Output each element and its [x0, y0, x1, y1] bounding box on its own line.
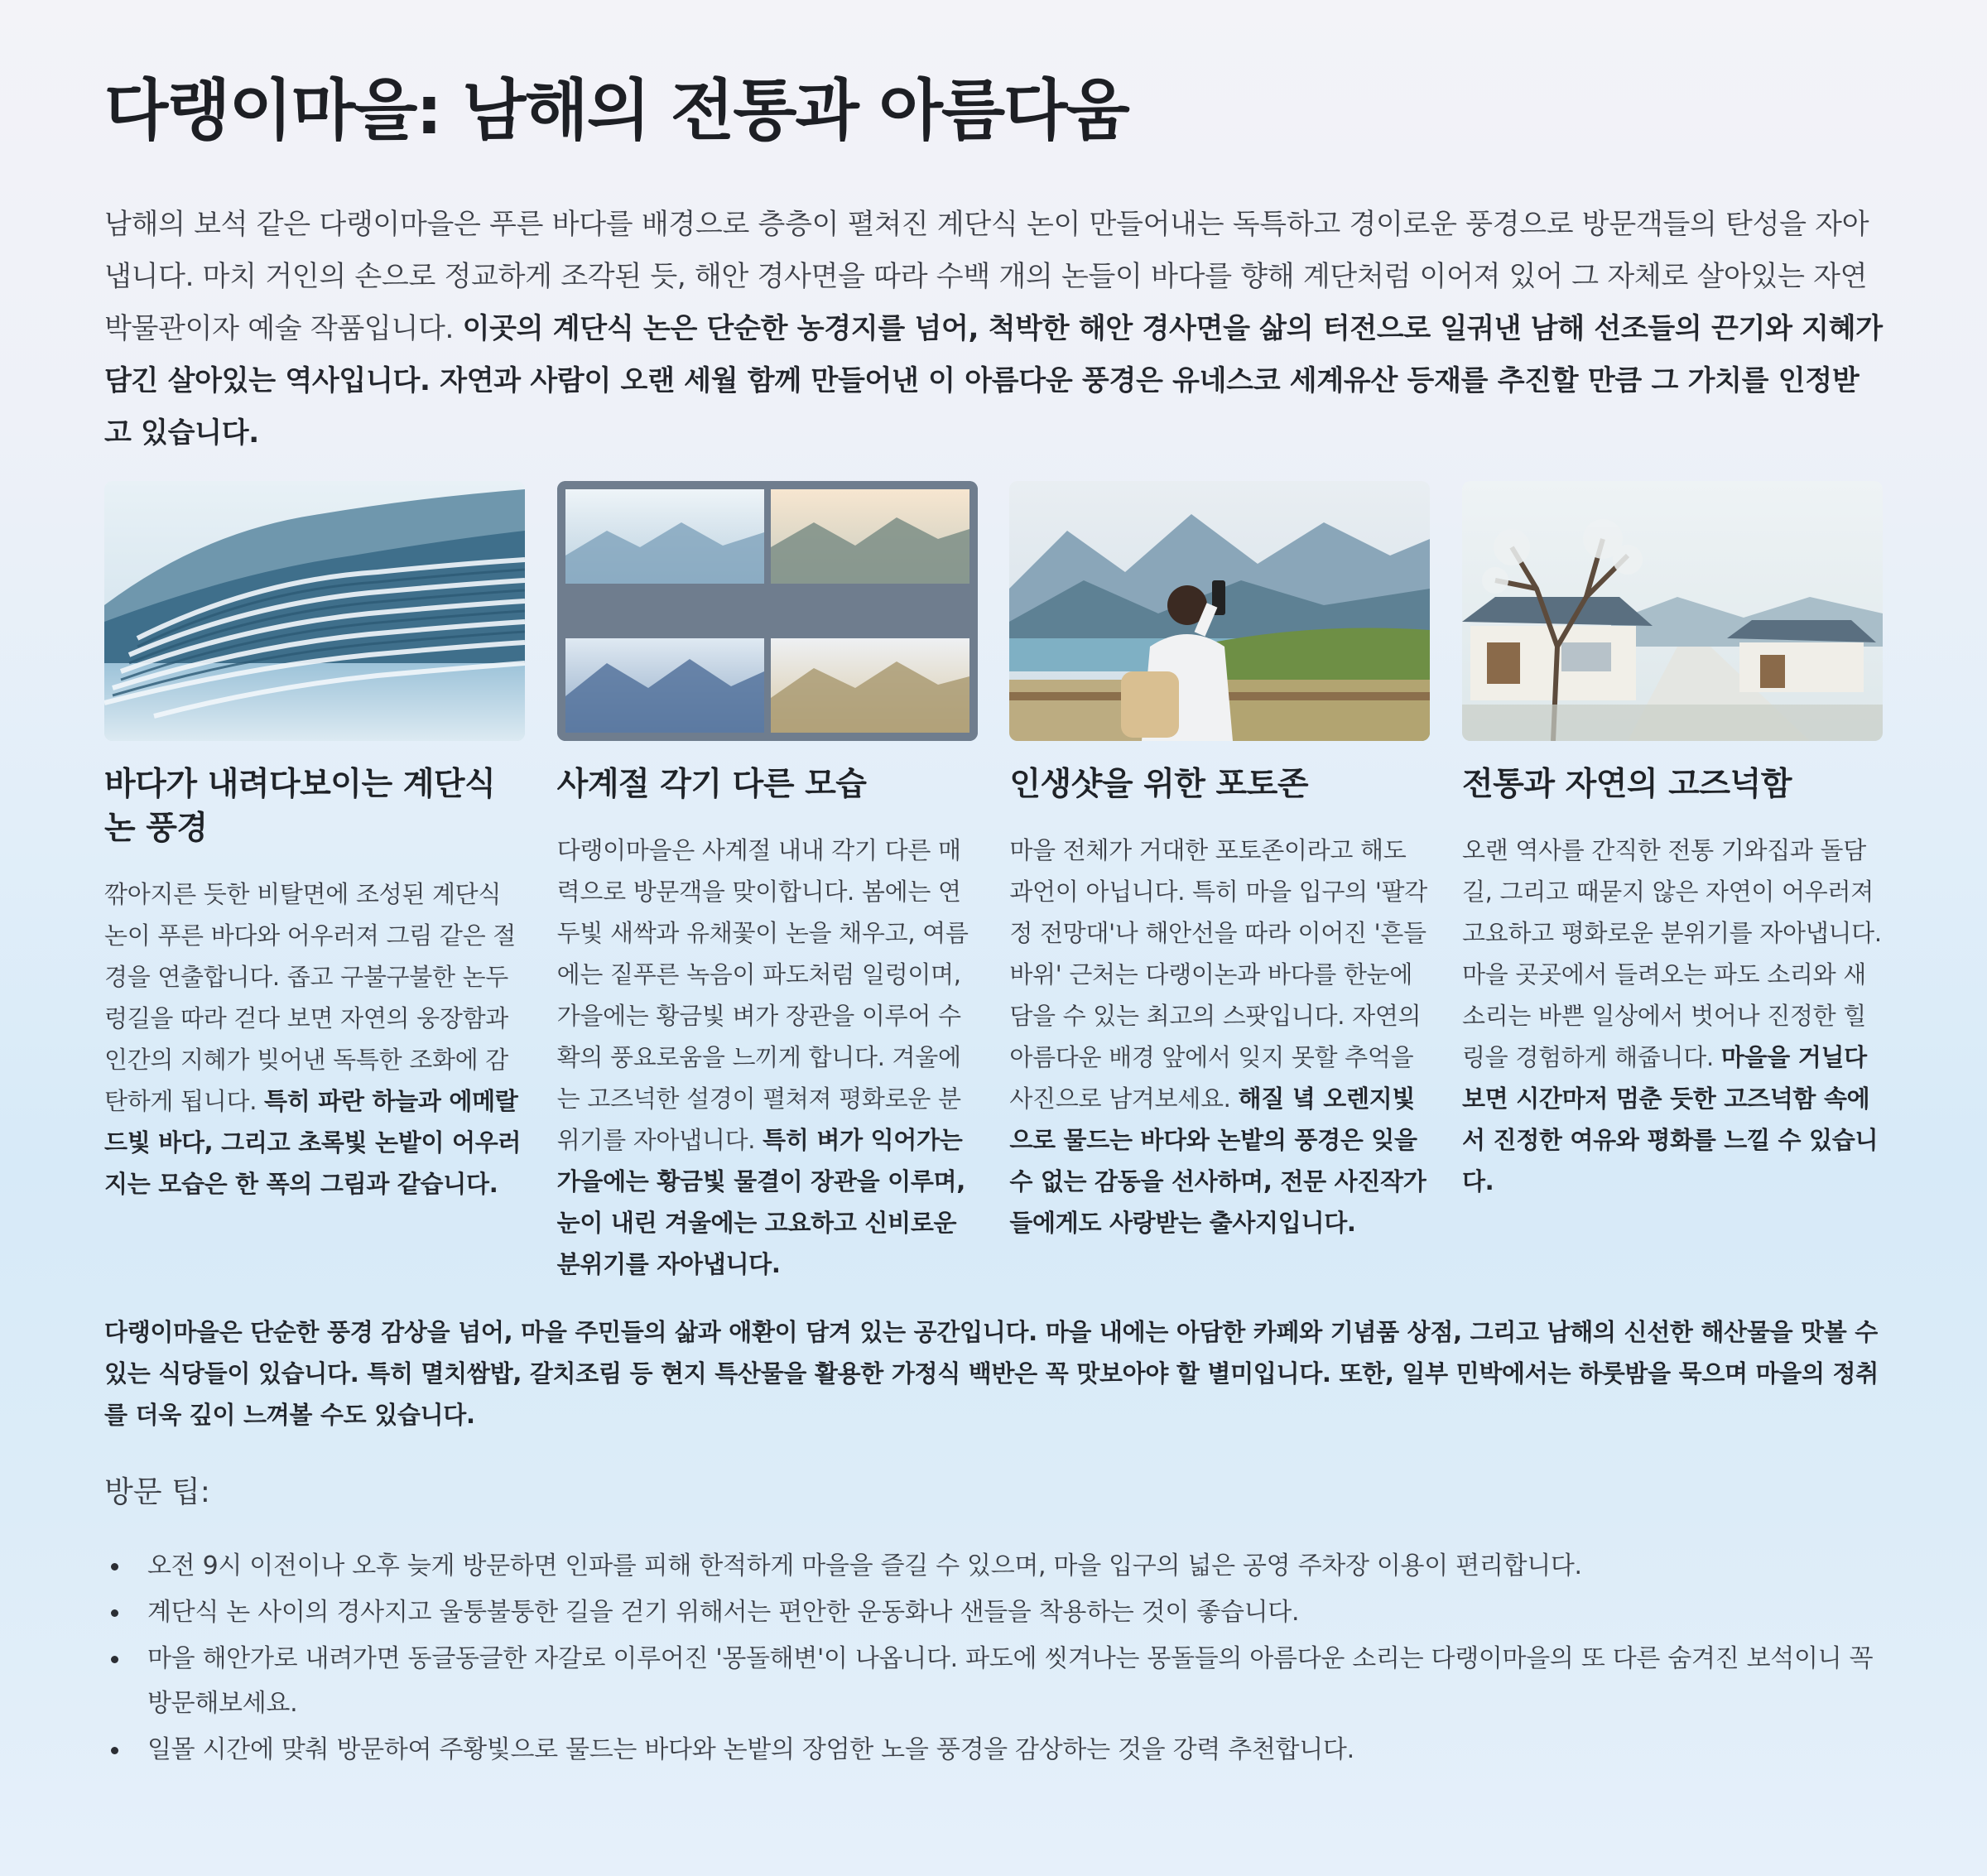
list-item: [104, 1728, 1883, 1773]
card-text: 오랜 역사를 간직한 전통 기와집과 돌담길, 그리고 때묻지 않은 자연이 어우러져 고요하고 평화로운 분위기를 자아냅니다. 마을 곳곳에서 들려오는 파도 소리와 새소리는 바쁜 일상에서 벗어나 진정한 힐링을 경험하게 해줍니다.: [1461, 836, 1882, 1071]
bullet-icon: [111, 1747, 118, 1754]
list-item: [104, 1544, 1883, 1589]
card-title: 바다가 내려다보이는 계단식 논 풍경: [104, 766, 496, 847]
card-emphasis: 마을을 거닐다 보면 시간마저 멈춘 듯한 고즈넉함 속에서 진정한 여유와 평화를 느낄 수 있습니다.: [1461, 1043, 1879, 1195]
card-text: 마을 전체가 거대한 포토존이라고 해도 과언이 아닙니다. 특히 마을 입구의 '팔각정 전망대'나 해안선을 따라 이어진 '흔들바위' 근처는 다랭이논과 바다를 한눈에 담을 수 있는 최고의 스팟입니다. 자연의 아름다운 배경 앞에서 잊지 못할 추억을 사진으로 남겨보세요.: [1009, 836, 1427, 1113]
bullet-icon: [111, 1609, 118, 1617]
card-title: 전통과 자연의 고즈넉함: [1461, 766, 1792, 803]
card-title: 인생샷을 위한 포토존: [1009, 766, 1309, 803]
card-four-seasons: [557, 481, 978, 1285]
page-title: 다랭이마을: 남해의 전통과 아름다움: [104, 72, 1128, 149]
bullet-icon: [111, 1563, 118, 1571]
card-description: [557, 830, 978, 1285]
tips-list: [104, 1544, 1883, 1773]
intro-emphasis: 이곳의 계단식 논은 단순한 농경지를 넘어, 척박한 해안 경사면을 삶의 터전으로 일궈낸 남해 선조들의 끈기와 지혜가 담긴 살아있는 역사입니다. 자연과 사람이 오랜 세월 함께 만들어낸 이 아름다운 풍경은 유네스코 세계유산 등재를 추진할 만큼 그 가치를 인정받고 있습니다.: [104, 312, 1883, 450]
card-emphasis: 해질 녘 오렌지빛으로 물드는 바다와 논밭의 풍경은 잊을 수 없는 감동을 선사하며, 전문 사진작가들에게도 사랑받는 출사지입니다.: [1009, 1085, 1427, 1237]
list-item: [104, 1637, 1883, 1726]
card-description: [104, 873, 525, 1205]
terraced-fields-image: [104, 481, 525, 741]
tip-text: 일몰 시간에 맞춰 방문하여 주황빛으로 물드는 바다와 논밭의 장엄한 노을 풍경을 감상하는 것을 강력 추천합니다.: [147, 1735, 1354, 1764]
card-text: 다랭이마을은 사계절 내내 각기 다른 매력으로 방문객을 맞이합니다. 봄에는 연두빛 새싹과 유채꽃이 논을 채우고, 여름에는 짙푸른 녹음이 파도처럼 일렁이며, 가을에는 황금빛 벼가 장관을 이루어 수확의 풍요로움을 느끼게 합니다. 겨울에는 고즈넉한 설경이 펼쳐져 평화로운 분위기를 자아냅니다.: [556, 836, 969, 1154]
tips-title: 방문 팁:: [104, 1475, 210, 1509]
card-description: [1462, 830, 1883, 1202]
bullet-icon: [111, 1656, 118, 1663]
feature-cards: [104, 481, 1883, 1285]
card-text: 깎아지른 듯한 비탈면에 조성된 계단식 논이 푸른 바다와 어우러져 그림 같은 절경을 연출합니다. 좁고 구불구불한 논두렁길을 따라 걷다 보면 자연의 웅장함과 인간의 지혜가 빚어낸 독특한 조화에 감탄하게 됩니다.: [104, 880, 516, 1115]
closing-paragraph: 다랭이마을은 단순한 풍경 감상을 넘어, 마을 주민들의 삶과 애환이 담겨 있는 공간입니다. 마을 내에는 아담한 카페와 기념품 상점, 그리고 남해의 신선한 해산물을 맛볼 수 있는 식당들이 있습니다. 특히 멸치쌈밥, 갈치조림 등 현지 특산물을 활용한 가정식 백반은 꼭 맛보아야 할 별미입니다. 또한, 일부 민박에서는 하룻밤을 묵으며 마을의 정취를 더욱 깊이 느껴볼 수도 있습니다.: [104, 1318, 1879, 1429]
tip-text: 계단식 논 사이의 경사지고 울퉁불퉁한 길을 걷기 위해서는 편안한 운동화나 샌들을 착용하는 것이 좋습니다.: [147, 1598, 1300, 1627]
intro-paragraph: [104, 199, 1883, 459]
card-traditional-village: [1462, 481, 1883, 1285]
card-title: 사계절 각기 다른 모습: [556, 766, 867, 803]
card-emphasis: 특히 벼가 익어가는 가을에는 황금빛 물결이 장관을 이루며, 눈이 내린 겨울에는 고요하고 신비로운 분위기를 자아냅니다.: [556, 1126, 965, 1278]
card-emphasis: 특히 파란 하늘과 에메랄드빛 바다, 그리고 초록빛 논밭이 어우러지는 모습은 한 폭의 그림과 같습니다.: [104, 1087, 522, 1198]
intro-text: 남해의 보석 같은 다랭이마을은 푸른 바다를 배경으로 층층이 펼쳐진 계단식 논이 만들어내는 독특하고 경이로운 풍경으로 방문객들의 탄성을 자아냅니다. 마치 거인의 손으로 정교하게 조각된 듯, 해안 경사면을 따라 수백 개의 논들이 바다를 향해 계단처럼 이어져 있어 그 자체로 살아있는 자연 박물관이자 예술 작품입니다.: [104, 208, 1869, 345]
card-description: [1009, 830, 1430, 1243]
list-item: [104, 1590, 1883, 1635]
photo-zone-image: [1009, 481, 1430, 741]
tip-text: 오전 9시 이전이나 오후 늦게 방문하면 인파를 피해 한적하게 마을을 즐길 수 있으며, 마을 입구의 넓은 공영 주차장 이용이 편리합니다.: [147, 1551, 1582, 1580]
card-terraced-fields: [104, 481, 525, 1285]
card-photo-zone: [1009, 481, 1430, 1285]
traditional-village-image: [1462, 481, 1883, 741]
four-seasons-image: [557, 481, 978, 741]
tip-text: 마을 해안가로 내려가면 동글동글한 자갈로 이루어진 '몽돌해변'이 나옵니다. 파도에 씻겨나는 몽돌들의 아름다운 소리는 다랭이마을의 또 다른 숨겨진 보석이니 꼭 방문해보세요.: [147, 1644, 1874, 1718]
